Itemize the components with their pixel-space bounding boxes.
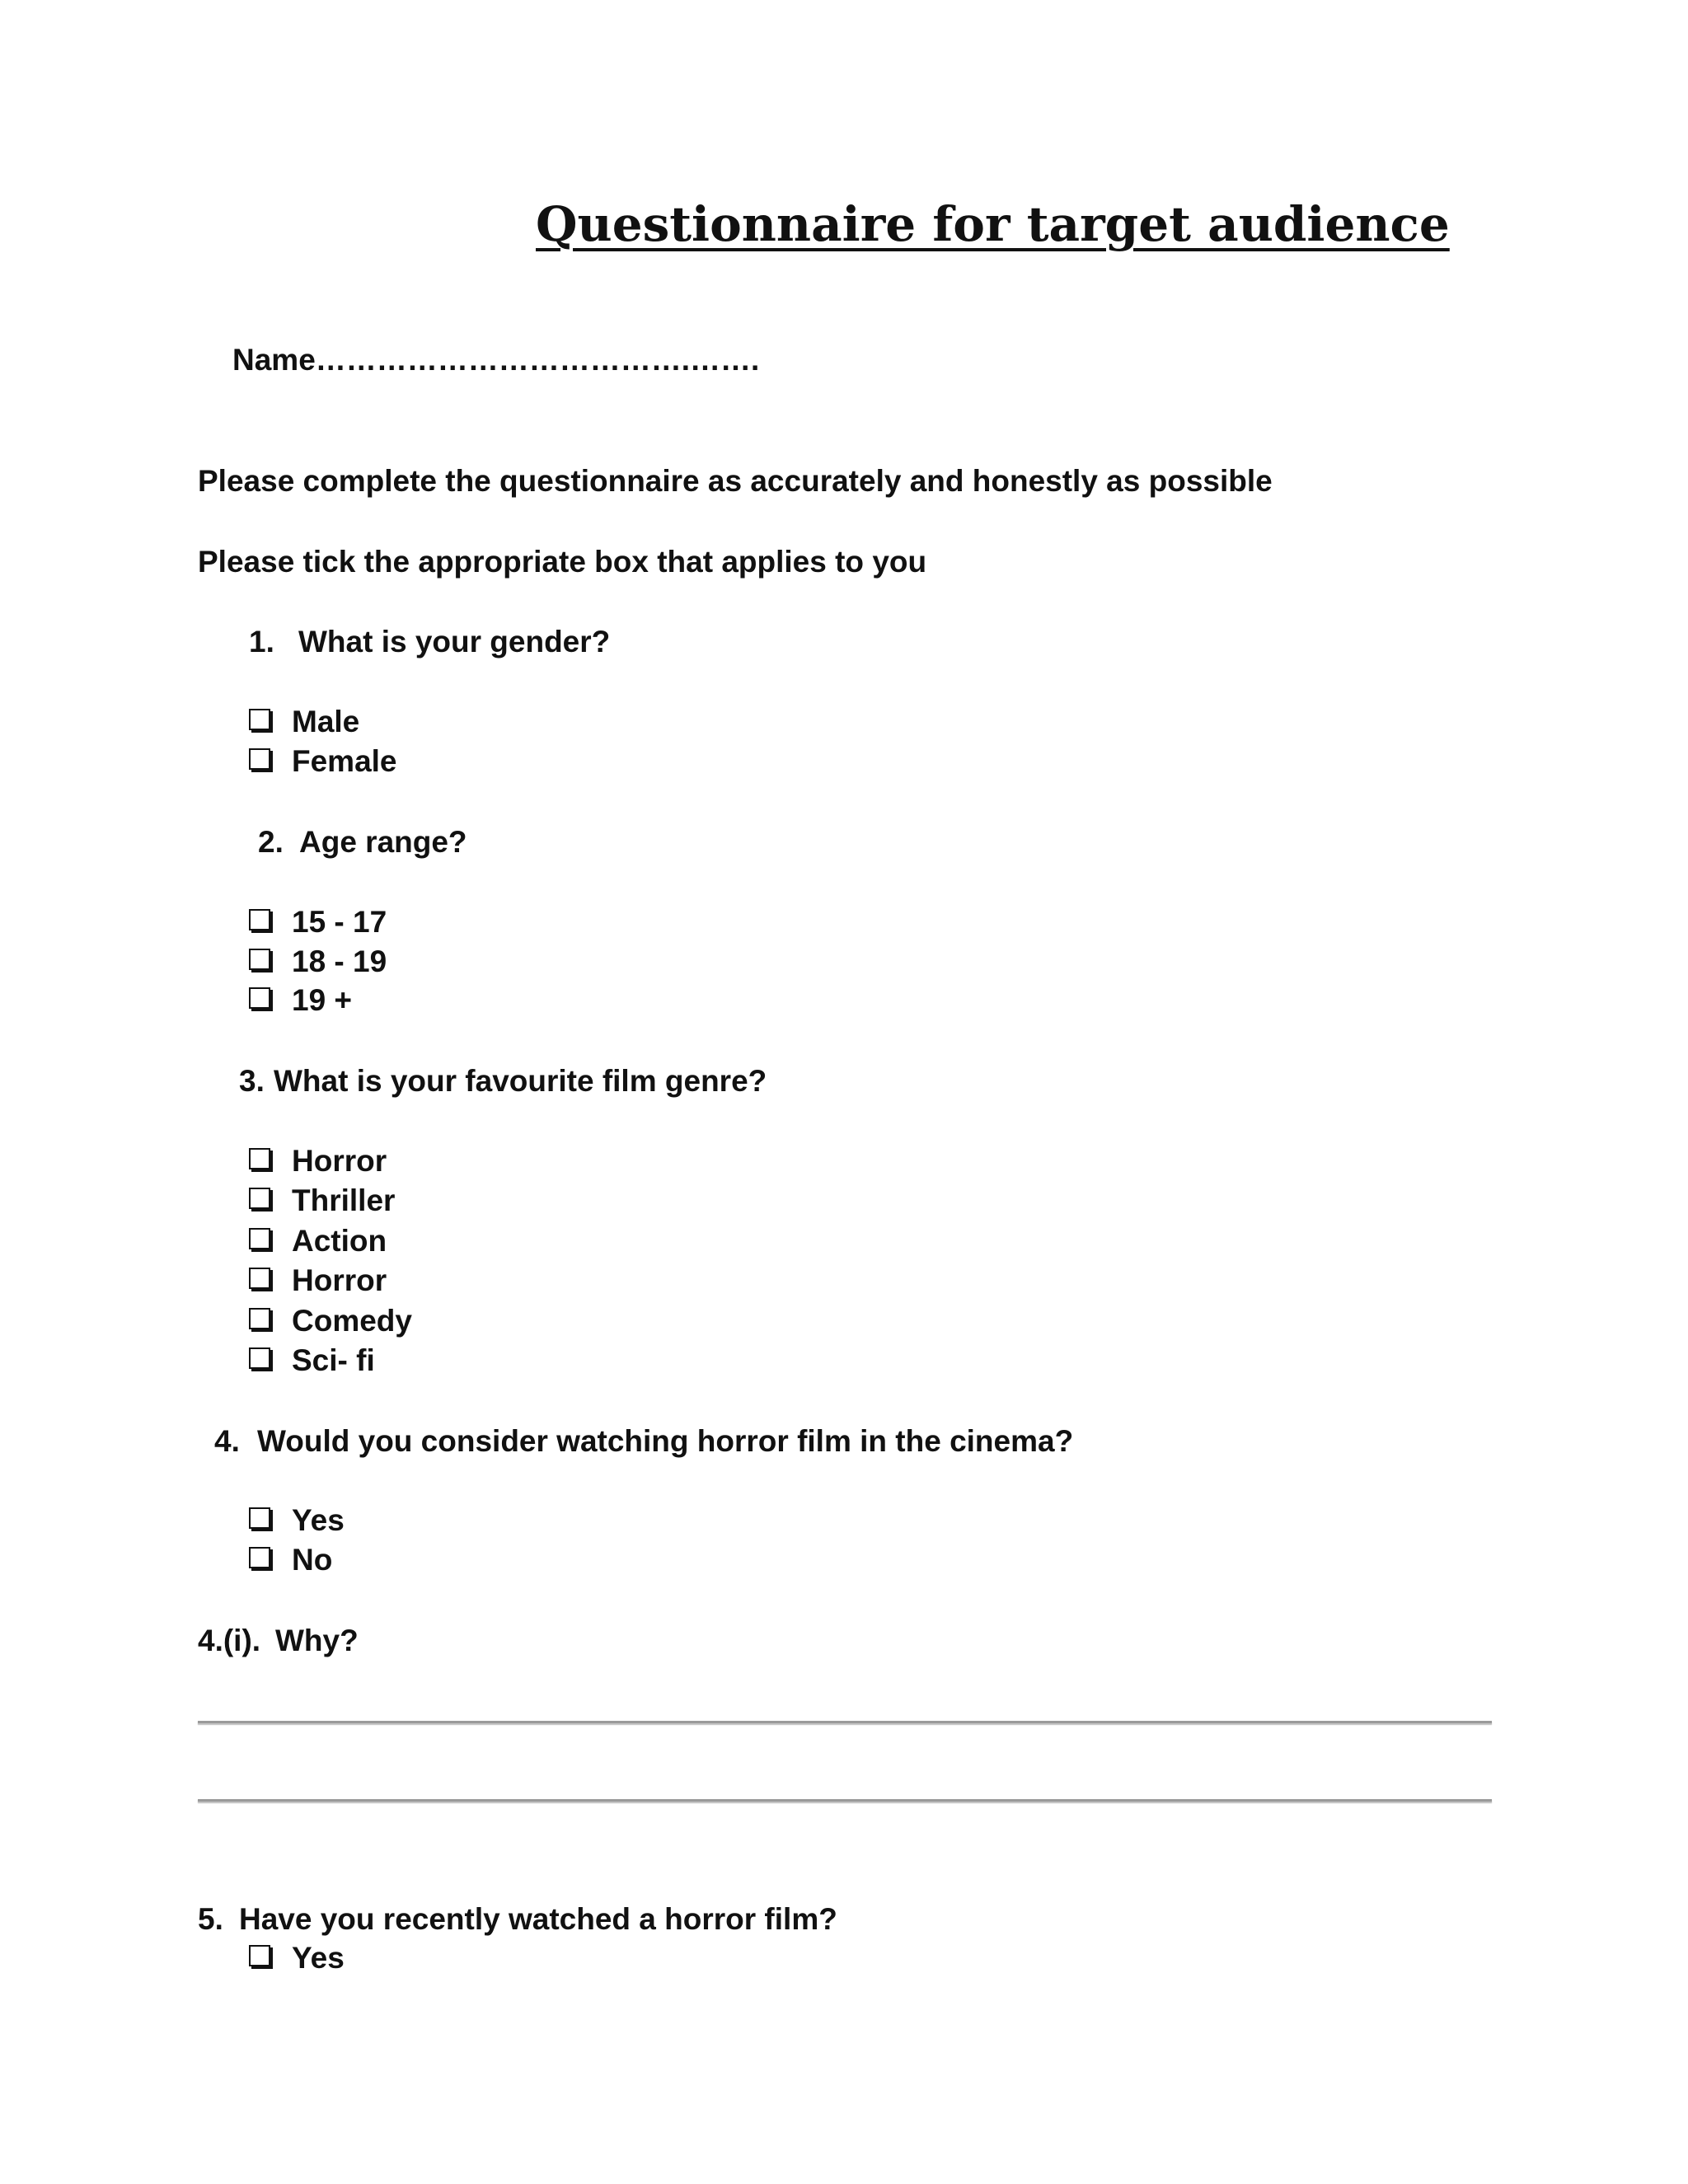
option-label: Comedy [292,1304,412,1338]
question-2-text: Age range? [299,825,467,859]
option-label: 18 - 19 [292,944,387,978]
option-action[interactable] [249,1226,387,1256]
question-4-text: Would you consider watching horror film in the cinema? [257,1424,1074,1458]
option-label: No [292,1543,333,1577]
option-label: Action [292,1224,387,1258]
name-field[interactable]: Name……………………………….……. [232,343,760,377]
instruction-tick: Please tick the appropriate box that applies to you [198,545,927,579]
question-5-text: Have you recently watched a horror film? [239,1902,837,1936]
option-19-plus[interactable] [249,985,352,1015]
option-label: Horror [292,1144,387,1178]
option-thriller[interactable] [249,1185,395,1216]
question-2-number: 2. [258,825,284,859]
question-4-number: 4. [214,1424,240,1458]
checkbox-icon[interactable] [249,1188,270,1209]
question-2 [258,827,467,857]
instruction-accuracy: Please complete the questionnaire as accurately and honestly as possible [198,464,1273,498]
option-sci-fi[interactable] [249,1345,375,1376]
option-label: Female [292,744,397,778]
question-1-number: 1. [249,625,274,658]
question-5 [198,1904,837,1934]
question-3-number: 3. [239,1064,265,1098]
option-comedy[interactable] [249,1305,412,1336]
checkbox-icon[interactable] [249,949,270,970]
question-3-text: What is your favourite film genre? [274,1064,767,1098]
option-15-17[interactable] [249,907,387,937]
checkbox-icon[interactable] [249,1268,270,1289]
checkbox-icon[interactable] [249,1148,270,1169]
question-4i [198,1625,359,1656]
option-label: Male [292,705,360,738]
option-label: 19 + [292,983,353,1017]
question-4i-text: Why? [275,1624,359,1657]
option-18-19[interactable] [249,946,387,977]
option-recent-yes[interactable] [249,1943,345,1973]
option-label: Horror [292,1263,387,1297]
checkbox-icon[interactable] [249,1308,270,1329]
checkbox-icon[interactable] [249,1347,270,1369]
option-no[interactable] [249,1544,332,1575]
checkbox-icon[interactable] [249,987,270,1009]
option-horror[interactable] [249,1146,387,1176]
checkbox-icon[interactable] [249,1507,270,1529]
checkbox-icon[interactable] [249,909,270,930]
option-label: 15 - 17 [292,905,387,939]
option-label: Yes [292,1941,345,1975]
question-3 [239,1066,767,1096]
checkbox-icon[interactable] [249,1945,270,1966]
question-1-text: What is your gender? [298,625,611,658]
checkbox-icon[interactable] [249,748,270,770]
checkbox-icon[interactable] [249,1228,270,1249]
option-label: Thriller [292,1183,396,1217]
question-5-number: 5. [198,1902,223,1936]
option-female[interactable] [249,746,397,776]
question-4 [214,1426,1073,1456]
question-4i-number: 4.(i). [198,1624,261,1657]
answer-line-2[interactable] [198,1799,1492,1802]
question-1 [249,626,610,657]
checkbox-icon[interactable] [249,709,270,730]
option-label: Yes [292,1503,345,1537]
option-horror-2[interactable] [249,1265,387,1296]
checkbox-icon[interactable] [249,1547,270,1568]
answer-line-1[interactable] [198,1721,1492,1724]
option-yes[interactable] [249,1505,345,1535]
option-label: Sci- fi [292,1343,375,1377]
page-title: Questionnaire for target audience [536,196,1450,252]
option-male[interactable] [249,706,359,737]
